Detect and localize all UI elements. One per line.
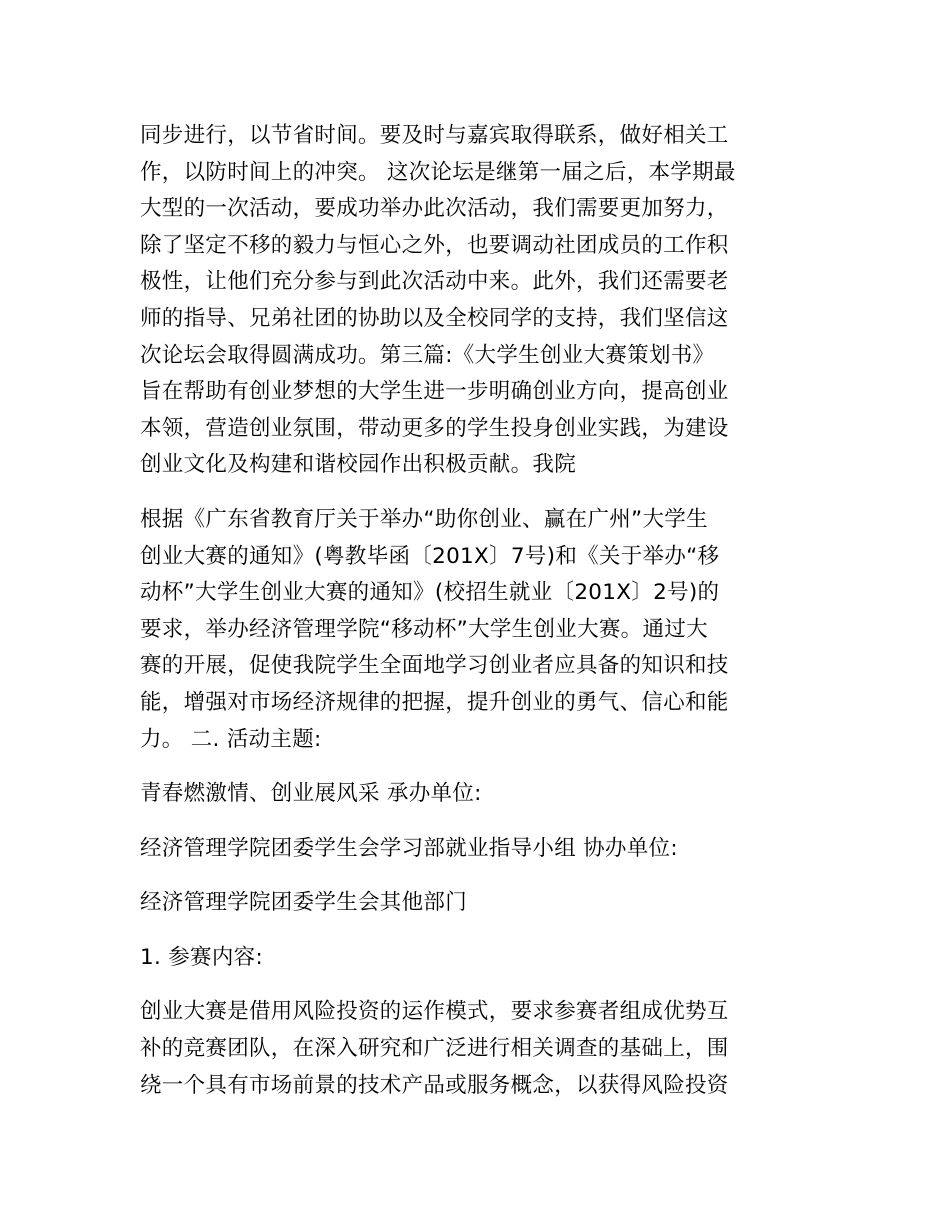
paragraph-5 xyxy=(140,885,820,922)
text-line: 赛的开展，促使我院学生全面地学习创业者应具备的知识和技 xyxy=(140,653,729,679)
text-line: 补的竞赛团队，在深入研究和广泛进行相关调查的基础上，围 xyxy=(140,1036,729,1062)
document-page xyxy=(140,118,820,1104)
text-line: 动杯”大学生创业大赛的通知》(校招生就业〔201X〕2号)的 xyxy=(140,580,720,606)
paragraph-3 xyxy=(140,776,820,813)
text-line: 旨在帮助有创业梦想的大学生进一步明确创业方向，提高创业 xyxy=(140,379,729,405)
text-line: 除了坚定不移的毅力与恒心之外，也要调动社团成员的工作积 xyxy=(140,232,729,258)
text-line: 极性，让他们充分参与到此次活动中来。此外，我们还需要老 xyxy=(140,269,729,295)
text-line: 绕一个具有市场前景的技术产品或服务概念，以获得风险投资 xyxy=(140,1072,729,1098)
text-line: 作，以防时间上的冲突。 这次论坛是继第一届之后，本学期最 xyxy=(140,159,736,185)
text-line: 能，增强对市场经济规律的把握，提升创业的勇气、信心和能 xyxy=(140,689,729,715)
text-line: 要求，举办经济管理学院“移动杯”大学生创业大赛。通过大 xyxy=(140,616,708,642)
text-line: 青春燃激情、创业展风采 承办单位: xyxy=(140,781,482,807)
text-line: 力。 二. 活动主题: xyxy=(140,726,322,752)
text-line: 本领，营造创业氛围，带动更多的学生投身创业实践，为建设 xyxy=(140,415,729,441)
paragraph-7 xyxy=(140,994,820,1104)
paragraph-2 xyxy=(140,502,820,758)
text-line: 次论坛会取得圆满成功。第三篇:《大学生创业大赛策划书》 xyxy=(140,342,715,368)
text-line: 经济管理学院团委学生会其他部门 xyxy=(140,890,468,916)
paragraph-1 xyxy=(140,118,820,484)
text-line: 大型的一次活动，要成功举办此次活动，我们需要更加努力， xyxy=(140,196,729,222)
paragraph-4 xyxy=(140,831,820,868)
text-line: 创业大赛是借用风险投资的运作模式，要求参赛者组成优势互 xyxy=(140,999,729,1025)
text-line: 创业大赛的通知》(粤教毕函〔201X〕7号)和《关于举办“移 xyxy=(140,543,720,569)
text-line: 师的指导、兄弟社团的协助以及全校同学的支持，我们坚信这 xyxy=(140,305,729,331)
text-line: 创业文化及构建和谐校园作出积极贡献。我院 xyxy=(140,452,577,478)
text-line: 1. 参赛内容: xyxy=(140,944,263,970)
text-line: 根据《广东省教育厅关于举办“助你创业、赢在广州”大学生 xyxy=(140,506,708,532)
paragraph-6 xyxy=(140,940,820,977)
text-line: 同步进行，以节省时间。要及时与嘉宾取得联系，做好相关工 xyxy=(140,123,729,148)
text-line: 经济管理学院团委学生会学习部就业指导小组 协办单位: xyxy=(140,835,678,861)
